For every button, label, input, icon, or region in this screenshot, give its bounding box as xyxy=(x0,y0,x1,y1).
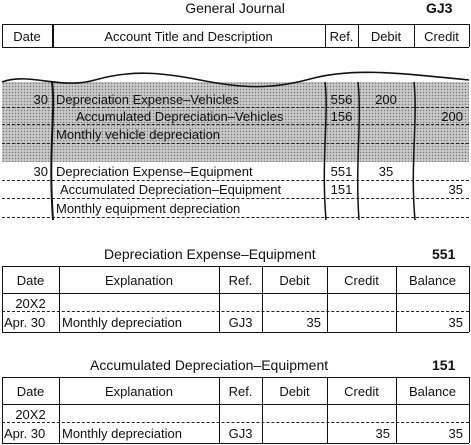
entry2-debit-amount: 35 xyxy=(378,164,394,179)
ledger1-row-ref: GJ3 xyxy=(228,315,253,330)
ledger1-dashed-rule xyxy=(2,311,469,312)
ledger1-number: 551 xyxy=(432,246,456,262)
entry1-description: Monthly vehicle depreciation xyxy=(56,127,221,142)
ledger2-row-explanation: Monthly depreciation xyxy=(62,426,182,441)
journal-row-rule xyxy=(2,217,469,218)
entry2-credit-amount: 35 xyxy=(448,182,463,197)
journal-col-credit: Credit xyxy=(424,29,459,44)
ledger2-border xyxy=(469,377,470,443)
journal-row-rule xyxy=(2,198,469,199)
ledger2-row-credit: 35 xyxy=(375,426,390,441)
entry1-debit-amount: 200 xyxy=(375,92,397,107)
ledger1-title: Depreciation Expense–Equipment xyxy=(104,246,316,262)
ledger2-title: Accumulated Depreciation–Equipment xyxy=(90,357,329,373)
ledger1-col-credit: Credit xyxy=(344,273,379,288)
journal-row-rule xyxy=(2,180,469,181)
journal-col-account: Account Title and Description xyxy=(104,29,273,44)
entry2-credit-ref: 151 xyxy=(330,182,353,197)
ledger1-border xyxy=(469,266,470,332)
ledger1-col-balance: Balance xyxy=(409,273,456,288)
journal-title: General Journal xyxy=(185,0,285,16)
entry1-credit-amount: 200 xyxy=(441,109,463,124)
ledger1-col-debit: Debit xyxy=(279,273,310,288)
ledger2-number: 151 xyxy=(432,357,456,373)
ledger2-row-date: Apr. 30 xyxy=(4,426,46,441)
entry2-description: Monthly equipment depreciation xyxy=(56,201,241,216)
ledger1-row-debit: 35 xyxy=(306,315,321,330)
ledger1-col-explanation: Explanation xyxy=(105,273,173,288)
entry1-debit-account: Depreciation Expense–Vehicles xyxy=(56,92,239,107)
entry2-debit-ref: 551 xyxy=(330,164,353,179)
ledger2-dashed-rule xyxy=(2,422,469,423)
ledger2-row-balance: 35 xyxy=(448,426,463,441)
ledger2-col-credit: Credit xyxy=(344,384,379,399)
entry2-credit-account: Accumulated Depreciation–Equipment xyxy=(60,182,282,197)
ledger2-rule xyxy=(2,377,469,378)
ledger1-rule xyxy=(2,332,469,333)
entry2-day: 30 xyxy=(33,164,48,179)
ledger1-rule xyxy=(2,293,469,294)
entry1-day: 30 xyxy=(33,92,48,107)
ledger2-rule xyxy=(2,404,469,405)
entry1-credit-account: Accumulated Depreciation–Vehicles xyxy=(76,109,284,124)
ledger1-col-ref: Ref. xyxy=(228,273,253,288)
ledger2-col-debit: Debit xyxy=(279,384,310,399)
ledger1-row-balance: 35 xyxy=(448,315,463,330)
entry2-debit-account: Depreciation Expense–Equipment xyxy=(56,164,253,179)
ledger1-row-explanation: Monthly depreciation xyxy=(62,315,182,330)
journal-col-debit: Debit xyxy=(370,29,402,44)
ledger2-year: 20X2 xyxy=(15,407,46,422)
journal-page-ref: GJ3 xyxy=(426,0,453,16)
ledger1-year: 20X2 xyxy=(15,296,46,311)
ledger2-row-ref: GJ3 xyxy=(228,426,253,441)
ledger1-col-date: Date xyxy=(16,273,45,288)
entry1-credit-ref: 156 xyxy=(330,109,353,124)
journal-row-rule xyxy=(2,143,469,144)
ledger2-col-date: Date xyxy=(16,384,45,399)
ledger2-col-ref: Ref. xyxy=(228,384,253,399)
entry1-debit-ref: 556 xyxy=(330,92,353,107)
ledger1-rule xyxy=(2,266,469,267)
ledger2-col-explanation: Explanation xyxy=(105,384,173,399)
journal-row-rule xyxy=(2,107,469,108)
journal-col-ref: Ref. xyxy=(329,29,354,44)
ledger2-col-balance: Balance xyxy=(409,384,456,399)
journal-col-date: Date xyxy=(13,29,41,44)
journal-row-rule xyxy=(2,124,469,125)
ledger1-row-date: Apr. 30 xyxy=(4,315,46,330)
ledger2-rule xyxy=(2,443,469,444)
